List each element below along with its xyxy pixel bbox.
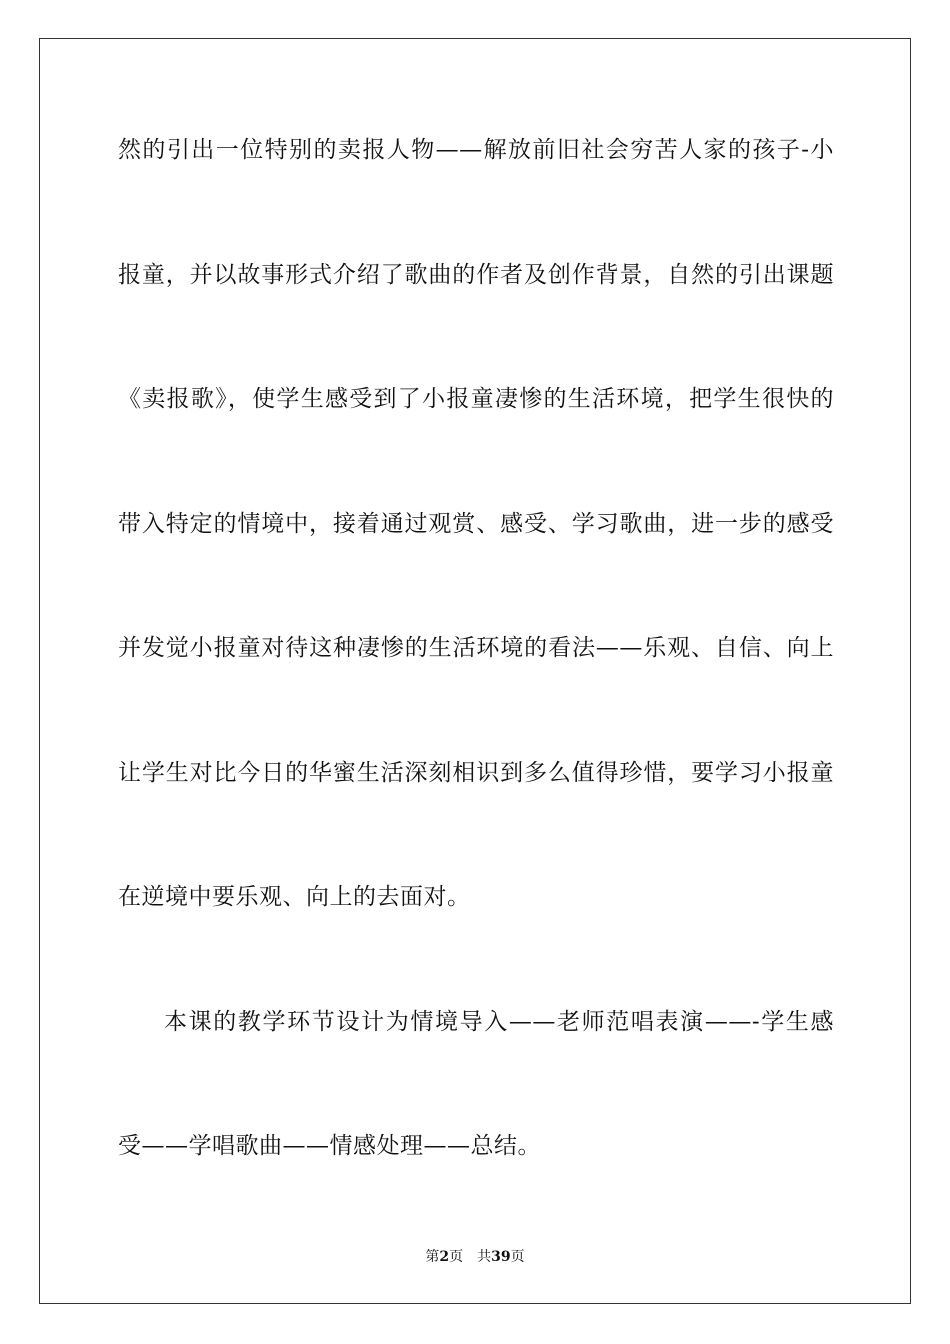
- page-border: [39, 38, 911, 1304]
- body-line-9: 受——学唱歌曲——情感处理——总结。: [118, 1133, 541, 1159]
- body-line-8: 本课的教学环节设计为情境导入——老师范唱表演——-学生感: [164, 1009, 834, 1035]
- body-line-4: 带入特定的情境中，接着通过观赏、感受、学习歌曲，进一步的感受: [118, 511, 834, 537]
- footer-total-pages: 39: [491, 1249, 511, 1265]
- body-line-1: 然的引出一位特别的卖报人物——解放前旧社会穷苦人家的孩子-小: [118, 137, 834, 163]
- body-line-7: 在逆境中要乐观、向上的去面对。: [118, 884, 471, 910]
- footer-page-prefix: 第: [425, 1249, 440, 1265]
- footer-page-number: 2: [439, 1249, 450, 1265]
- body-line-6: 让学生对比今日的华蜜生活深刻相识到多么值得珍惜，要学习小报童: [118, 760, 834, 786]
- body-line-2: 报童，并以故事形式介绍了歌曲的作者及创作背景，自然的引出课题: [118, 262, 834, 288]
- footer-total-suffix: 页: [510, 1249, 525, 1265]
- footer-total-prefix: 共: [477, 1249, 492, 1265]
- body-line-3: 《卖报歌》，使学生感受到了小报童凄惨的生活环境，把学生很快的: [118, 386, 834, 412]
- body-line-5: 并发觉小报童对待这种凄惨的生活环境的看法——乐观、自信、向上: [118, 635, 834, 661]
- page-footer: [0, 1247, 950, 1267]
- footer-page-suffix: 页: [449, 1249, 464, 1265]
